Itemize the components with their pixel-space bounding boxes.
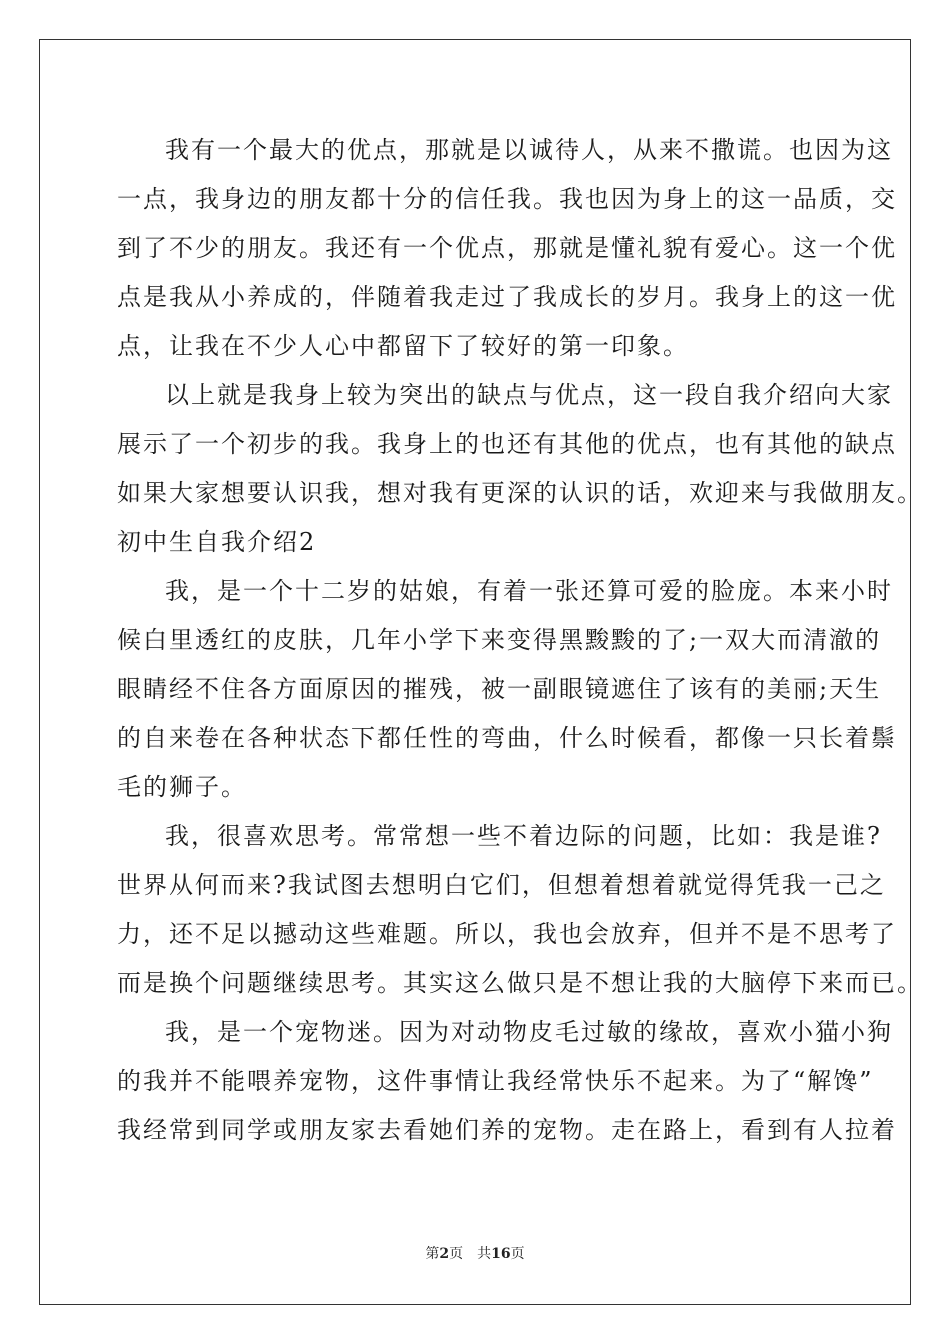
total-pages: 16 [491,1246,511,1262]
text-line: 候白里透红的皮肤，几年小学下来变得黑黢黢的了;一双大而清澈的 [117,626,882,654]
text-line: 眼睛经不住各方面原因的摧残，被一副眼镜遮住了该有的美丽;天生 [117,675,882,703]
text-line: 毛的狮子。 [117,773,247,801]
text-line: 到了不少的朋友。我还有一个优点，那就是懂礼貌有爱心。这一个优 [117,234,897,262]
text-line: 的我并不能喂养宠物，这件事情让我经常快乐不起来。为了“解馋” [117,1067,874,1095]
text-line: 如果大家想要认识我，想对我有更深的认识的话，欢迎来与我做朋友。 [117,479,923,507]
text-line: 而是换个问题继续思考。其实这么做只是不想让我的大脑停下来而已。 [117,969,923,997]
section-heading: 初中生自我介绍2 [117,528,317,556]
text-line: 以上就是我身上较为突出的缺点与优点，这一段自我介绍向大家 [165,381,893,409]
page-suffix: 页 [449,1246,464,1262]
text-line: 我，很喜欢思考。常常想一些不着边际的问题，比如：我是谁? [165,822,882,850]
text-line: 世界从何而来?我试图去想明白它们，但想着想着就觉得凭我一己之 [117,871,886,899]
text-line: 我经常到同学或朋友家去看她们养的宠物。走在路上，看到有人拉着 [117,1116,897,1144]
text-line: 我有一个最大的优点，那就是以诚待人，从来不撒谎。也因为这 [165,136,893,164]
text-line: 一点，我身边的朋友都十分的信任我。我也因为身上的这一品质，交 [117,185,897,213]
page-prefix: 第 [425,1246,440,1262]
total-suffix: 页 [510,1246,525,1262]
text-line: 点，让我在不少人心中都留下了较好的第一印象。 [117,332,689,360]
text-line: 力，还不足以撼动这些难题。所以，我也会放弃，但并不是不思考了 [117,920,897,948]
total-prefix: 共 [477,1246,492,1262]
text-line: 我，是一个宠物迷。因为对动物皮毛过敏的缘故，喜欢小猫小狗 [165,1018,893,1046]
text-line: 我，是一个十二岁的姑娘，有着一张还算可爱的脸庞。本来小时 [165,577,893,605]
page-number: 2 [439,1246,450,1262]
text-line: 的自来卷在各种状态下都任性的弯曲，什么时候看，都像一只长着鬃 [117,724,897,752]
text-line: 点是我从小养成的，伴随着我走过了我成长的岁月。我身上的这一优 [117,283,897,311]
text-line: 展示了一个初步的我。我身上的也还有其他的优点，也有其他的缺点 [117,430,897,458]
page-footer [0,1244,950,1264]
